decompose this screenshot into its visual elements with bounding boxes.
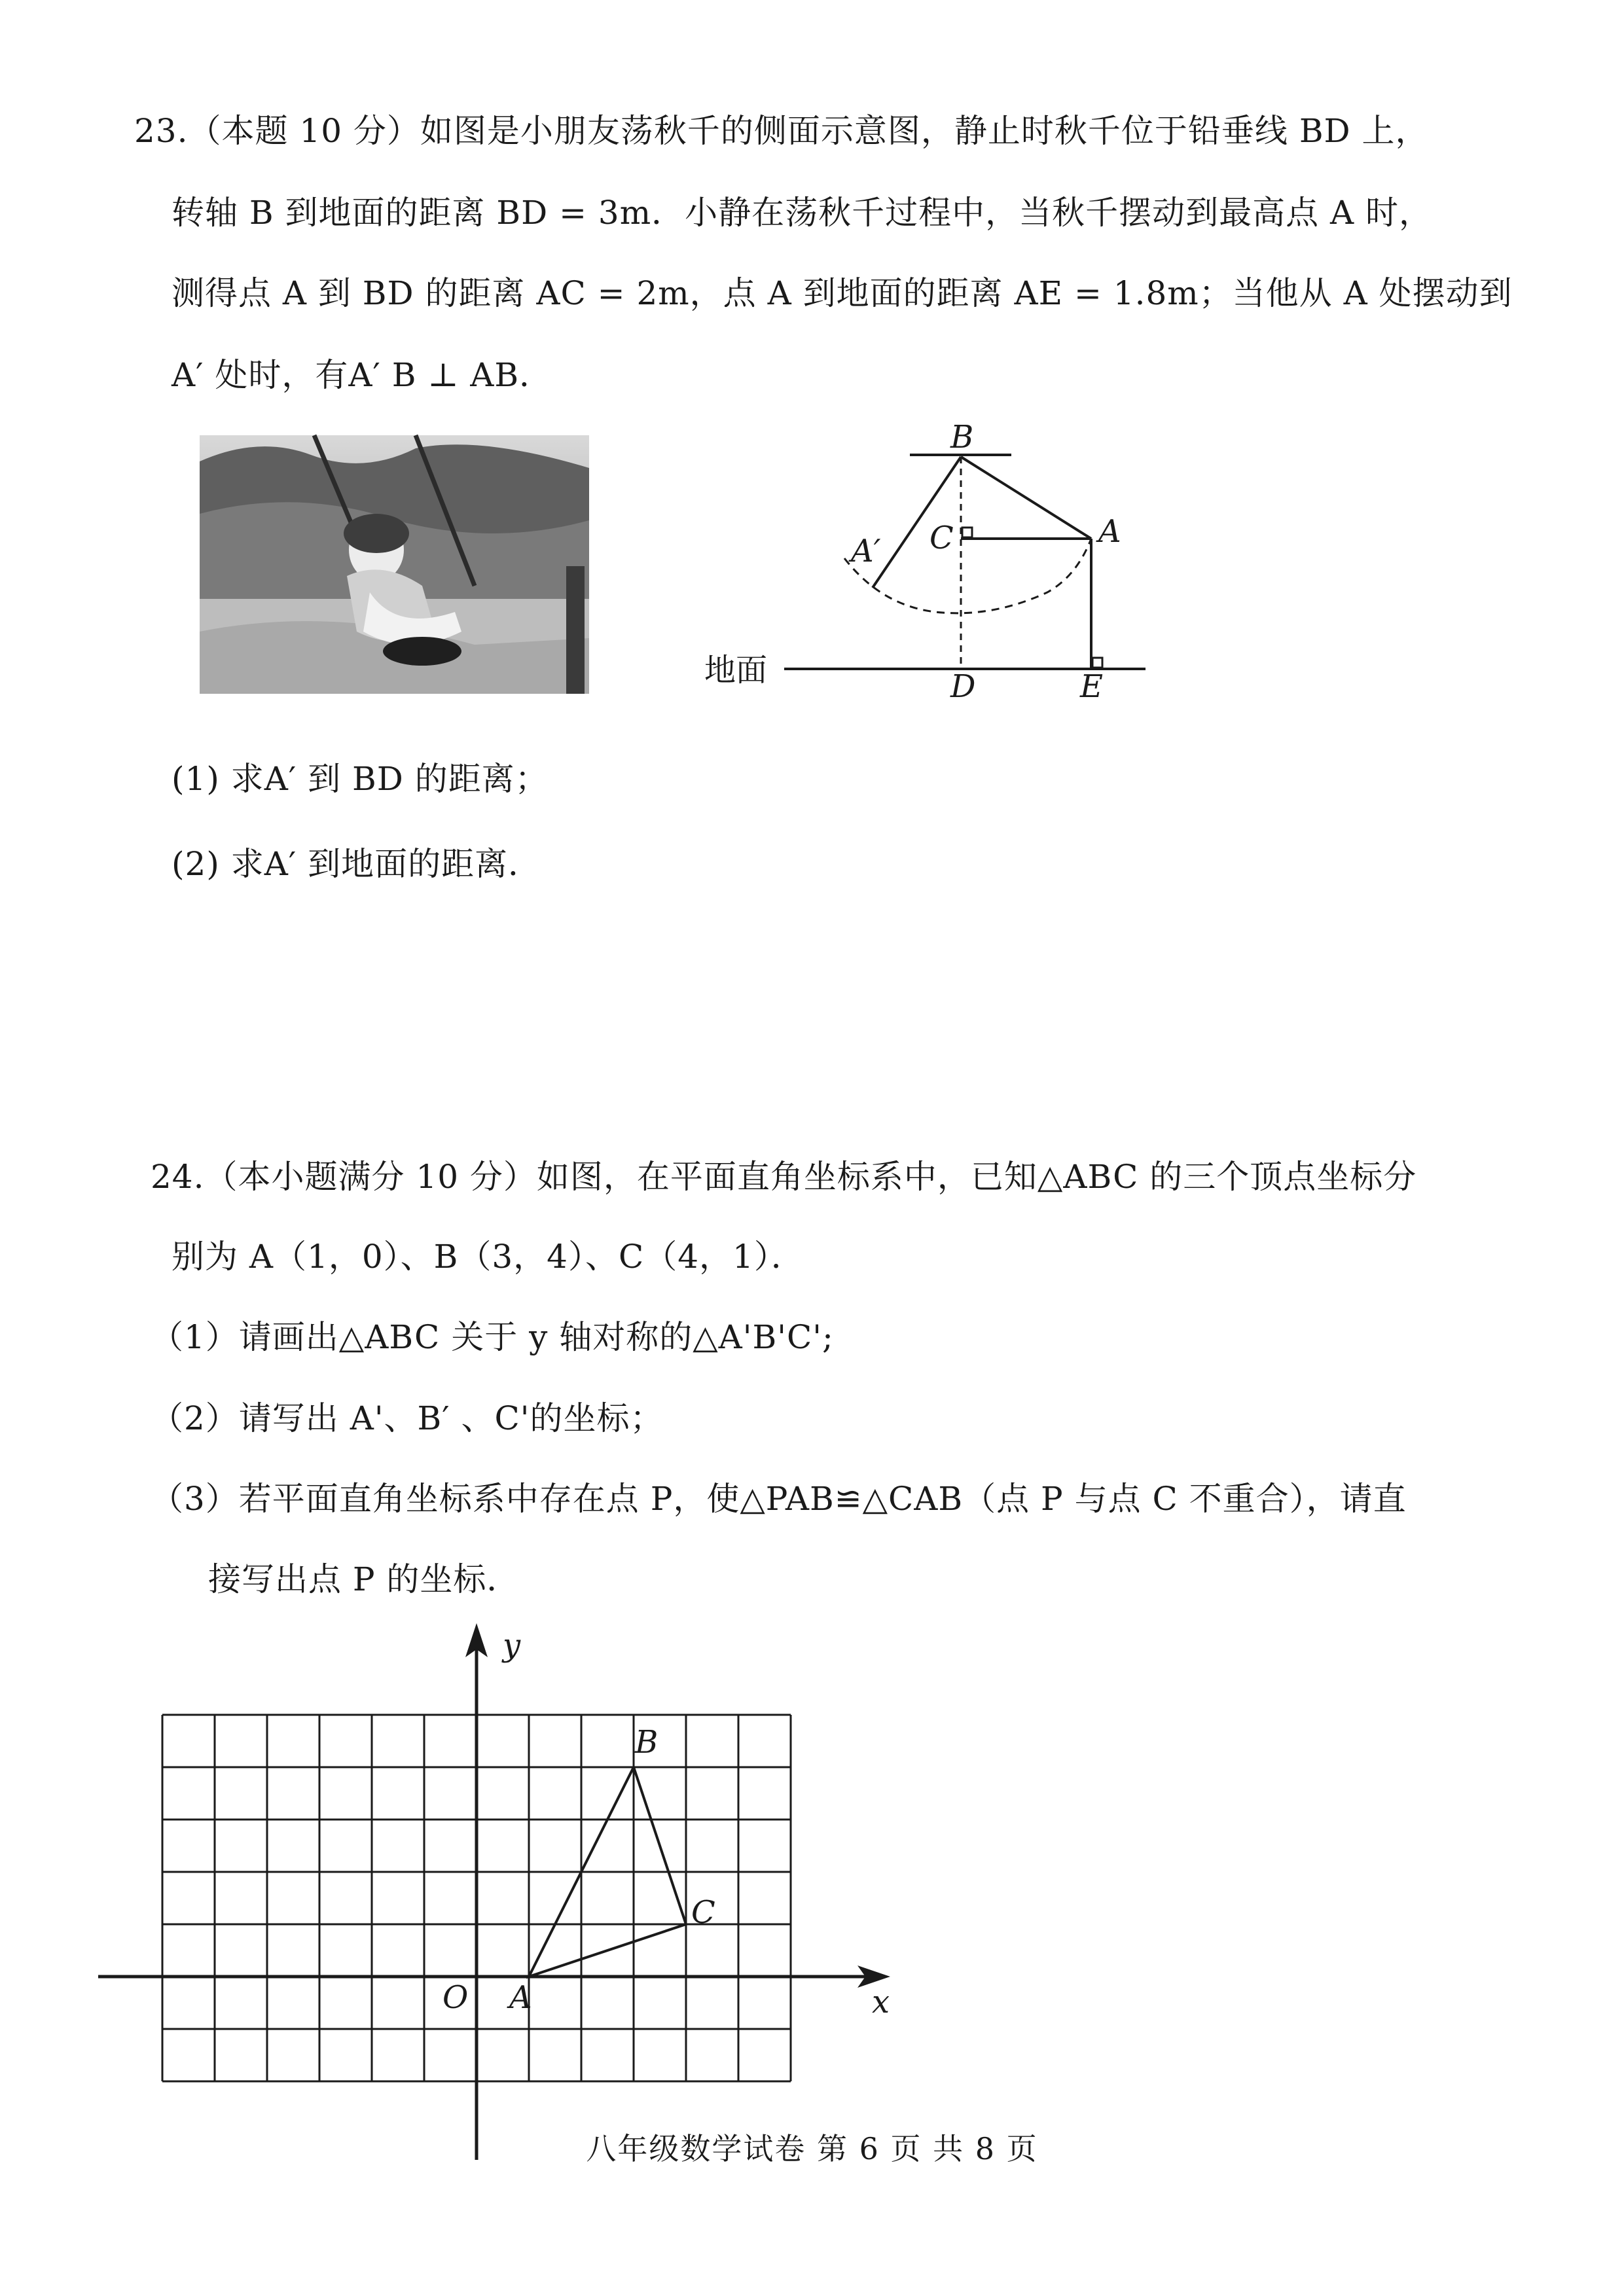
q24-line-5: （3）若平面直角坐标系中存在点 P，使△PAB≌△CAB（点 P 与点 C 不重合），请直 xyxy=(151,1480,1407,1518)
origin-label: O xyxy=(442,1979,469,2016)
label-C: C xyxy=(929,520,954,556)
label-E: E xyxy=(1080,668,1104,705)
label-Aprime: A′ xyxy=(851,533,881,569)
q23-line-2: 转轴 B 到地面的距离 BD = 3m．小静在荡秋千过程中，当秋千摆动到最高点 A 时， xyxy=(171,194,1433,232)
point-label-C: C xyxy=(691,1894,715,1931)
q24-line-6: 接写出点 P 的坐标． xyxy=(208,1560,520,1598)
label-A: A xyxy=(1098,513,1121,550)
q23-line-1: 23.（本题 10 分）如图是小朋友荡秋千的侧面示意图，静止时秋千位于铅垂线 BD 上， xyxy=(134,112,1429,150)
label-B: B xyxy=(950,419,974,456)
point-label-A: A xyxy=(509,1979,532,2016)
page-footer: 八年级数学试卷 第 6 页 共 8 页 xyxy=(586,2131,1038,2166)
label-D: D xyxy=(950,668,976,705)
point-label-B: B xyxy=(635,1724,659,1761)
q23-line-3: 测得点 A 到 BD 的距离 AC = 2m，点 A 到地面的距离 AE = 1.8m；当他从 A 处摆动到 xyxy=(171,274,1513,312)
axis-label-x: x xyxy=(872,1984,890,2020)
q23-line-4: A′ 处时，有A′ B ⊥ AB． xyxy=(171,356,553,394)
q24-line-1: 24.（本小题满分 10 分）如图，在平面直角坐标系中，已知△ABC 的三个顶点坐标分 xyxy=(151,1158,1417,1196)
q24-line-2: 别为 A（1，0）、B（3，4）、C（4，1）． xyxy=(171,1238,804,1276)
q23-sub-2: (2) 求A′ 到地面的距离． xyxy=(171,845,542,883)
q24-line-3: （1）请画出△ABC 关于 y 轴对称的△A'B'C'; xyxy=(151,1318,834,1356)
q24-line-4: （2）请写出 A'、B′ 、C'的坐标； xyxy=(151,1399,664,1437)
axis-label-y: y xyxy=(503,1627,521,1664)
ground-label: 地面 xyxy=(704,652,768,689)
q23-sub-1: (1) 求A′ 到 BD 的距离； xyxy=(171,760,549,798)
